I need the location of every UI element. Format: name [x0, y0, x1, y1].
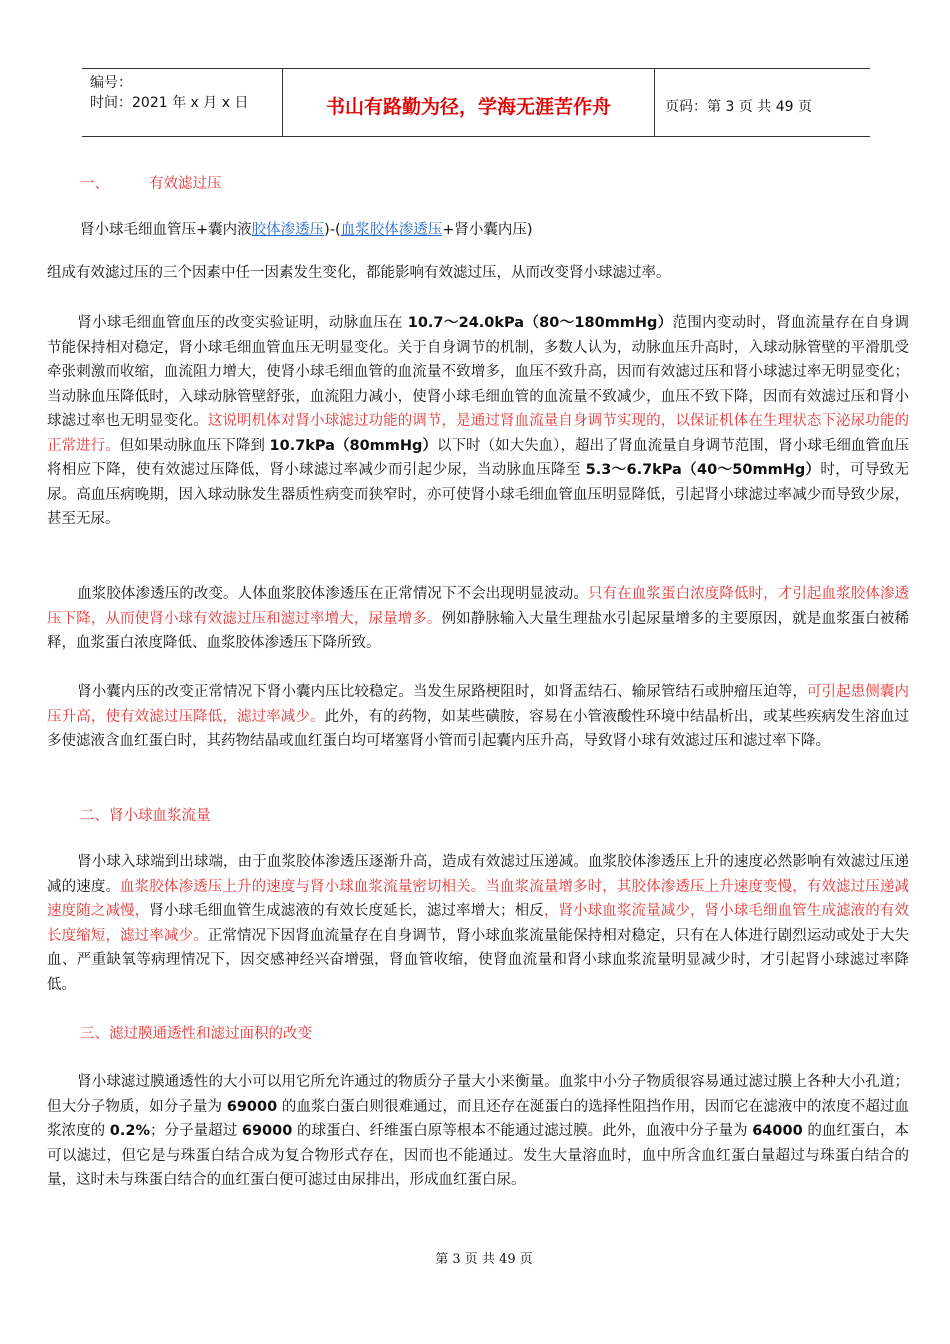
text-run: 血浆胶体渗透压的改变。人体血浆胶体渗透压在正常情况下不会出现明显波动。 [77, 586, 588, 602]
page-footer: 第 3 页 共 49 页 [435, 1252, 533, 1267]
text-run: 69000 [226, 1098, 278, 1115]
highlight-text: 只有在血浆蛋白浓度降低时，才引起血浆胶体渗透压下降，从而使肾小球有效滤过压和滤过率增大，尿量增多。 [47, 586, 910, 627]
text-run: 5.3～6.7kPa（40～50mmHg） [585, 462, 821, 478]
text-run: 此外，有的药物，如某些磺胺，容易在小管液酸性环境中结晶析出，或某些疾病发生溶血过多使滤液含血红蛋白时，其药物结晶或血红蛋白均可堵塞肾小管而引起囊内压升高，导致肾小球有效滤过压和滤过率下降。 [47, 708, 910, 749]
section-title: 有效滤过压 [149, 176, 222, 192]
text-run: 0.2% [109, 1123, 151, 1139]
colloid-osmotic-link[interactable]: 胶体渗透压 [251, 222, 325, 238]
text-run: 64000 [752, 1123, 803, 1139]
formula-part: )-( [324, 222, 341, 238]
text-run: 以下时（如大失血），超出了肾血流量自身调节范围，肾小球毛细血管血压将相应下降，使有效滤过压降低，肾小球滤过率减少而引起少尿，当动脉血压降至 [47, 437, 910, 478]
text-run: 69000 [241, 1123, 293, 1139]
text-run: 肾小球入球端到出球端，由于血浆胶体渗透压逐渐升高，造成有效滤过压递减。血浆胶体渗透压上升的速度必然影响有效滤过压递减的速度。 [47, 854, 909, 895]
paragraph-membrane-permeability [47, 1070, 909, 1193]
text-run: 肾小球滤过膜通透性的大小可以用它所允许通过的物质分子量大小来衡量。血浆中小分子物质很容易通过滤过膜上各种大小孔道；但大分子物质，如分子量为 [47, 1074, 909, 1115]
text-run: 肾小球毛细血管血压的改变实验证明，动脉血压在 [77, 315, 408, 331]
text-run: 但如果动脉血压下降到 [119, 437, 270, 454]
text-run: 10.7kPa（80mmHg） [269, 437, 437, 454]
text-run: 范围内变动时，肾血流量存在自身调节能保持相对稳定，肾小球毛细血管血压无明显变化。关于自身调节的机制，多数人认为，动脉血压升高时，入球动脉管壁的平滑肌受牵张刺激而收缩，血流阻力增大，使肾小球毛细血管的血流量不致增多，血压不致升高，因而有效滤过压和肾小球滤过率无明显变化；当动脉血压降低时，入球动脉管壁舒张，血流阻力减小，使肾小球毛细血管的血流量不致减少，血压不致下降，因而有效滤过压和肾小球滤过率也无明显变化。 [47, 315, 909, 429]
text-run: 例如静脉输入大量生理盐水引起尿量增多的主要原因，就是血浆蛋白被稀释，血浆蛋白浓度降低、血浆胶体渗透压下降所致。 [47, 610, 910, 651]
page-header [82, 68, 870, 137]
document-date: 时间：2021 年 x 月 x 日 [90, 95, 249, 111]
text-run: 10.7～24.0kPa（80～180mmHg） [407, 315, 673, 331]
highlight-text: 可引起患侧囊内压升高，使有效滤过压降低，滤过率减少。 [47, 684, 910, 725]
section-heading-1 [80, 172, 222, 193]
formula-part: 肾小球毛细血管压+囊内液 [80, 222, 252, 238]
highlight-text: 这说明机体对肾小球滤过功能的调节，是通过肾血流量自身调节实现的，以保证机体在生理状态下泌尿功能的正常进行。 [47, 413, 909, 454]
section-heading-3: 三、滤过膜通透性和滤过面积的改变 [80, 1026, 312, 1042]
intro-paragraph: 组成有效滤过压的三个因素中任一因素发生变化，都能影响有效滤过压，从而改变肾小球滤过率。 [47, 265, 671, 281]
filtration-formula [80, 218, 533, 239]
paragraph-capsule-pressure [47, 680, 909, 754]
text-run: 肾小球毛细血管生成滤液的有效长度延长，滤过率增大；相反 [149, 903, 544, 919]
text-run: 正常情况下因肾血流量存在自身调节，肾小球血浆流量能保持相对稳定，只有在人体进行剧烈运动或处于大失血、严重缺氧等病理情况下，因交感神经兴奋增强，肾血管收缩，使肾血流量和肾小球血浆流量明显减少时，才引起肾小球滤过率降低。 [47, 927, 909, 993]
text-run: 的血红蛋白，本可以滤过，但它是与珠蛋白结合成为复合物形式存在，因而也不能通过。发生大量溶血时，血中所含血红蛋白量超过与珠蛋白结合的量，这时未与珠蛋白结合的血红蛋白便可滤过由尿排出，形成血红蛋白尿。 [47, 1123, 910, 1188]
header-meta [82, 69, 282, 136]
highlight-text: 血浆胶体渗透压上升的速度与肾小球血浆流量密切相关。当血浆流量增多时，其胶体渗透压上升速度变慢，有效滤过压递减速度随之减慢， [47, 878, 909, 919]
document-number: 编号： [90, 75, 132, 91]
text-run: 的球蛋白、纤维蛋白原等根本不能通过滤过膜。此外，血液中分子量为 [292, 1123, 753, 1139]
paragraph-plasma-flow [47, 850, 909, 997]
section-number: 一、 [80, 176, 109, 192]
highlight-text: ，肾小球血浆流量减少，肾小球毛细血管生成滤液的有效长度缩短，滤过率减少。 [47, 903, 910, 944]
text-run: 时，可导致无尿。高血压病晚期，因入球动脉发生器质性病变而狭窄时，亦可使肾小球毛细血管血压明显降低，引起肾小球滤过率减少而导致少尿，甚至无尿。 [47, 462, 909, 527]
text-run: 肾小囊内压的改变正常情况下肾小囊内压比较稳定。当发生尿路梗阻时，如肾盂结石、输尿管结石或肿瘤压迫等， [77, 684, 807, 700]
header-motto: 书山有路勤为径，学海无涯苦作舟 [282, 69, 655, 136]
text-run: 的血浆白蛋白则很难通过，而且还存在涎蛋白的选择性阻挡作用，因而它在滤液中的浓度不超过血浆浓度的 [47, 1098, 909, 1139]
plasma-colloid-osmotic-link[interactable]: 血浆胶体渗透压 [340, 222, 443, 238]
formula-part: +肾小囊内压) [442, 222, 533, 238]
paragraph-capillary-pressure [47, 311, 909, 532]
section-heading-2: 二、肾小球血浆流量 [80, 808, 211, 824]
header-page-number: 页码：第 3 页 共 49 页 [665, 98, 812, 115]
paragraph-colloid-pressure [47, 582, 909, 656]
text-run: ；分子量超过 [150, 1123, 242, 1139]
